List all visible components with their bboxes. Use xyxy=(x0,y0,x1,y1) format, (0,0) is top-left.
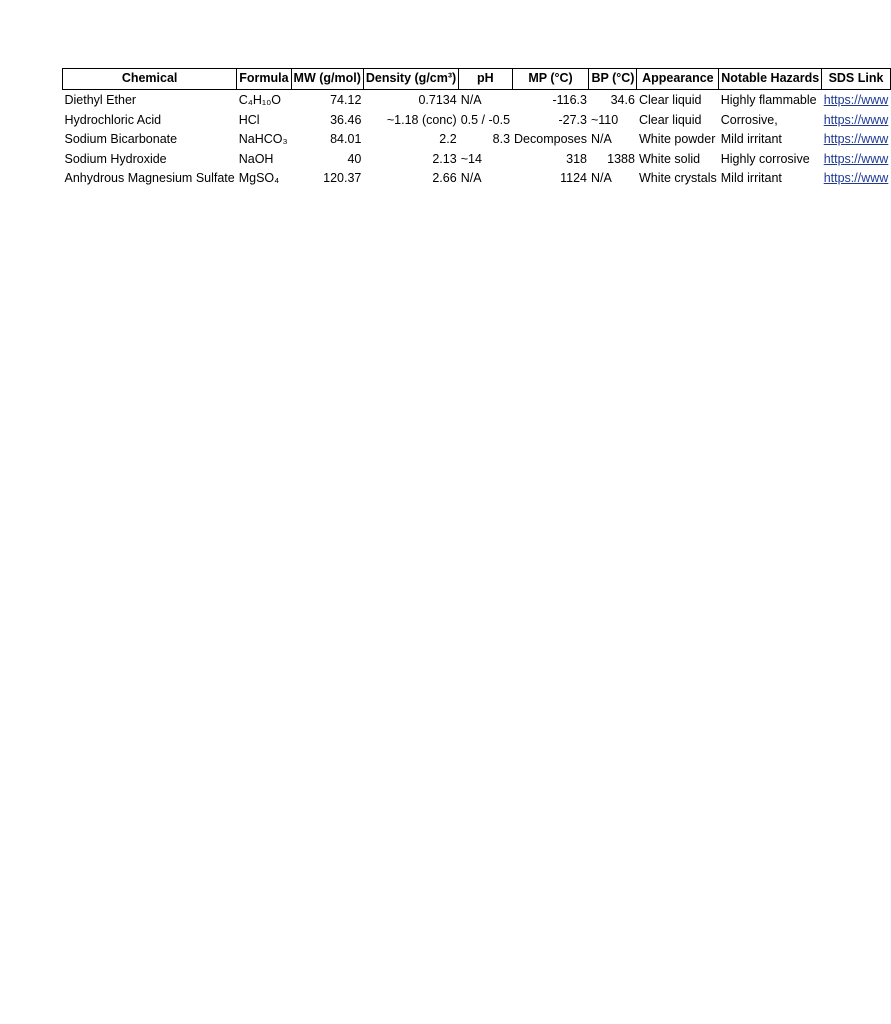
cell-formula[interactable]: NaOH xyxy=(238,151,274,166)
header-chemical[interactable]: Chemical xyxy=(63,69,237,90)
cell-hazards[interactable]: Corrosive, xyxy=(720,112,778,127)
header-hazards[interactable]: Notable Hazards xyxy=(719,69,822,90)
cell-sds-link[interactable]: https://www xyxy=(823,171,889,185)
cell-appearance[interactable]: White powder xyxy=(638,132,716,146)
cell-appearance[interactable]: Clear liquid xyxy=(638,112,702,127)
table-row xyxy=(63,130,891,150)
cell-sds-link[interactable]: https://www xyxy=(823,151,889,166)
cell-mw[interactable]: 120.37 xyxy=(323,171,362,185)
cell-hazards[interactable]: Mild irritant xyxy=(720,171,782,185)
cell-chemical[interactable]: Diethyl Ether xyxy=(64,93,137,107)
cell-appearance[interactable]: Clear liquid xyxy=(638,93,702,107)
cell-appearance[interactable]: White solid xyxy=(638,151,701,166)
cell-chemical[interactable]: Sodium Hydroxide xyxy=(64,151,167,166)
header-sds-link[interactable]: SDS Link xyxy=(822,69,891,90)
header-density[interactable]: Density (g/cm³) xyxy=(363,69,458,90)
header-appearance[interactable]: Appearance xyxy=(637,69,719,90)
cell-hazards[interactable]: Highly flammable xyxy=(720,93,817,107)
cell-density[interactable]: 2.13 xyxy=(432,151,457,166)
cell-hazards[interactable]: Highly corrosive xyxy=(720,151,810,166)
cell-sds-link[interactable]: https://www xyxy=(823,132,889,146)
table-row xyxy=(63,111,891,131)
cell-density[interactable]: 2.2 xyxy=(439,132,457,146)
table-row xyxy=(63,90,891,111)
header-mw[interactable]: MW (g/mol) xyxy=(291,69,363,90)
cell-formula[interactable]: MgSO₄ xyxy=(238,171,280,185)
cell-mp[interactable]: -116.3 xyxy=(552,93,587,107)
cell-ph[interactable]: N/A xyxy=(460,93,482,107)
cell-mp[interactable]: Decomposes xyxy=(514,132,587,146)
header-row xyxy=(63,69,891,90)
cell-density[interactable]: 2.66 xyxy=(432,171,457,185)
cell-hazards[interactable]: Mild irritant xyxy=(720,132,782,146)
cell-ph[interactable]: N/A xyxy=(460,171,482,185)
cell-mp[interactable]: 1124 xyxy=(560,171,587,185)
header-formula[interactable]: Formula xyxy=(237,69,291,90)
cell-mp[interactable]: 318 xyxy=(566,151,587,166)
cell-mw[interactable]: 40 xyxy=(347,151,362,166)
header-bp[interactable]: BP (°C) xyxy=(589,69,637,90)
chemical-data-table xyxy=(62,68,891,189)
cell-ph[interactable]: ~14 xyxy=(460,151,482,166)
cell-chemical[interactable]: Sodium Bicarbonate xyxy=(64,132,178,146)
cell-formula[interactable]: NaHCO₃ xyxy=(238,132,288,146)
cell-bp[interactable]: N/A xyxy=(590,171,612,185)
cell-mw[interactable]: 84.01 xyxy=(330,132,362,146)
cell-formula[interactable]: C₄H₁₀O xyxy=(238,93,282,107)
cell-chemical[interactable]: Anhydrous Magnesium Sulfate xyxy=(64,171,235,185)
cell-bp[interactable]: 1388 xyxy=(607,151,635,166)
header-ph[interactable]: pH xyxy=(459,69,512,90)
cell-density[interactable]: 0.7134 xyxy=(418,93,457,107)
cell-ph[interactable]: 0.5 / -0.5 xyxy=(460,112,511,127)
header-mp[interactable]: MP (°C) xyxy=(512,69,589,90)
cell-bp[interactable]: 34.6 xyxy=(610,93,635,107)
cell-mp[interactable]: -27.3 xyxy=(558,112,587,127)
cell-ph[interactable]: 8.3 xyxy=(492,132,511,146)
table-row xyxy=(63,169,891,189)
cell-appearance[interactable]: White crystals xyxy=(638,171,717,185)
cell-bp[interactable]: N/A xyxy=(590,132,612,146)
cell-formula[interactable]: HCl xyxy=(238,112,260,127)
cell-density[interactable]: ~1.18 (conc) xyxy=(386,112,457,127)
cell-mw[interactable]: 74.12 xyxy=(330,93,362,107)
cell-sds-link[interactable]: https://www xyxy=(823,93,889,107)
cell-sds-link[interactable]: https://www xyxy=(823,112,889,127)
cell-mw[interactable]: 36.46 xyxy=(330,112,362,127)
table-row xyxy=(63,150,891,170)
cell-chemical[interactable]: Hydrochloric Acid xyxy=(64,112,162,127)
cell-bp[interactable]: ~110 xyxy=(590,112,619,127)
